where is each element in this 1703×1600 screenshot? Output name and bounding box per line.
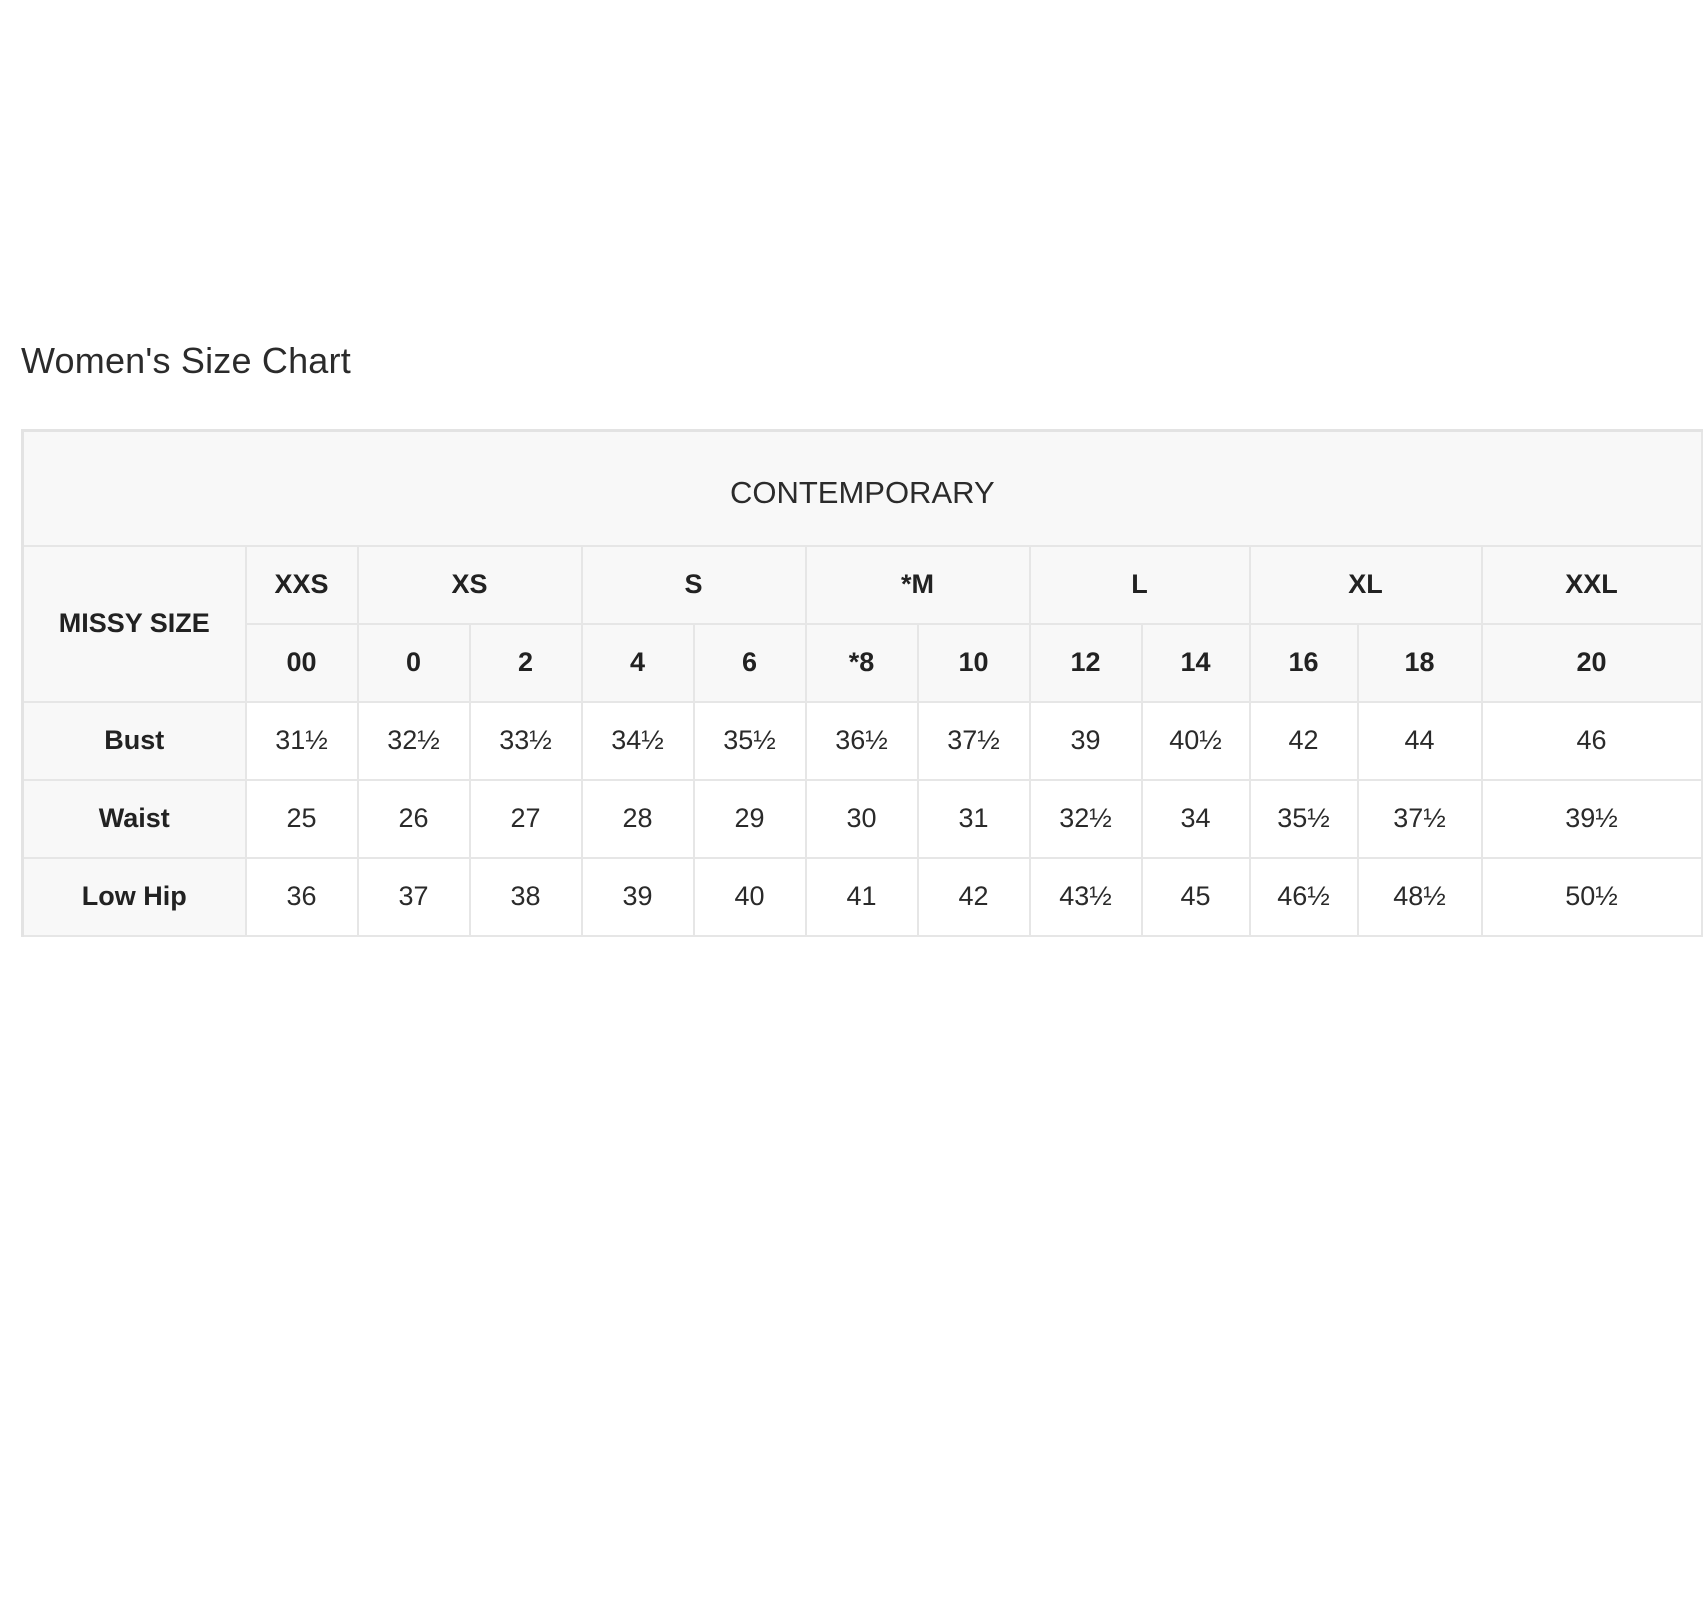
measurement-cell: 33½ — [470, 702, 582, 780]
measurement-cell: 29 — [694, 780, 806, 858]
measurement-cell: 42 — [1250, 702, 1358, 780]
measurement-cell: 34½ — [582, 702, 694, 780]
measurement-cell: 43½ — [1030, 858, 1142, 936]
measurement-cell: 35½ — [1250, 780, 1358, 858]
numeric-size: 2 — [470, 624, 582, 702]
measurement-cell: 41 — [806, 858, 918, 936]
numeric-size: 6 — [694, 624, 806, 702]
numeric-size: 4 — [582, 624, 694, 702]
measurement-cell: 31½ — [246, 702, 358, 780]
table-row-low-hip — [23, 858, 1702, 936]
numeric-size: 14 — [1142, 624, 1250, 702]
size-group-xs: XS — [358, 546, 582, 624]
numeric-size: 10 — [918, 624, 1030, 702]
measurement-cell: 25 — [246, 780, 358, 858]
measurement-cell: 37½ — [1358, 780, 1482, 858]
numeric-size: 12 — [1030, 624, 1142, 702]
table-row-waist — [23, 780, 1702, 858]
page-title: Women's Size Chart — [21, 340, 351, 381]
measurement-cell: 44 — [1358, 702, 1482, 780]
measurement-cell: 46 — [1482, 702, 1702, 780]
measurement-cell: 37 — [358, 858, 470, 936]
size-group-xl: XL — [1250, 546, 1482, 624]
measurement-cell: 32½ — [1030, 780, 1142, 858]
measurement-cell: 36 — [246, 858, 358, 936]
numeric-size: 16 — [1250, 624, 1358, 702]
measurement-cell: 50½ — [1482, 858, 1702, 936]
measurement-cell: 48½ — [1358, 858, 1482, 936]
measurement-cell: 39 — [1030, 702, 1142, 780]
measurement-cell: 27 — [470, 780, 582, 858]
size-group-s: S — [582, 546, 806, 624]
size-group-l: L — [1030, 546, 1250, 624]
measurement-cell: 36½ — [806, 702, 918, 780]
row-label: Waist — [23, 780, 246, 858]
measurement-cell: 40 — [694, 858, 806, 936]
measurement-cell: 38 — [470, 858, 582, 936]
size-group-row — [23, 546, 1702, 624]
missy-size-header: MISSY SIZE — [23, 546, 246, 702]
measurement-cell: 31 — [918, 780, 1030, 858]
measurement-cell: 35½ — [694, 702, 806, 780]
size-chart-table — [21, 429, 1703, 937]
size-group-xxl: XXL — [1482, 546, 1702, 624]
table-row-bust — [23, 702, 1702, 780]
numeric-size-row — [23, 624, 1702, 702]
section-header-row — [23, 431, 1702, 546]
measurement-cell: 42 — [918, 858, 1030, 936]
numeric-size: *8 — [806, 624, 918, 702]
measurement-cell: 30 — [806, 780, 918, 858]
size-group-m: *M — [806, 546, 1030, 624]
measurement-cell: 39 — [582, 858, 694, 936]
section-title: CONTEMPORARY — [23, 431, 1702, 546]
size-group-xxs: XXS — [246, 546, 358, 624]
numeric-size: 00 — [246, 624, 358, 702]
measurement-cell: 26 — [358, 780, 470, 858]
measurement-cell: 39½ — [1482, 780, 1702, 858]
measurement-cell: 32½ — [358, 702, 470, 780]
row-label: Low Hip — [23, 858, 246, 936]
row-label: Bust — [23, 702, 246, 780]
measurement-cell: 28 — [582, 780, 694, 858]
numeric-size: 18 — [1358, 624, 1482, 702]
measurement-cell: 37½ — [918, 702, 1030, 780]
measurement-cell: 34 — [1142, 780, 1250, 858]
measurement-cell: 46½ — [1250, 858, 1358, 936]
measurement-cell: 45 — [1142, 858, 1250, 936]
numeric-size: 0 — [358, 624, 470, 702]
measurement-cell: 40½ — [1142, 702, 1250, 780]
numeric-size: 20 — [1482, 624, 1702, 702]
